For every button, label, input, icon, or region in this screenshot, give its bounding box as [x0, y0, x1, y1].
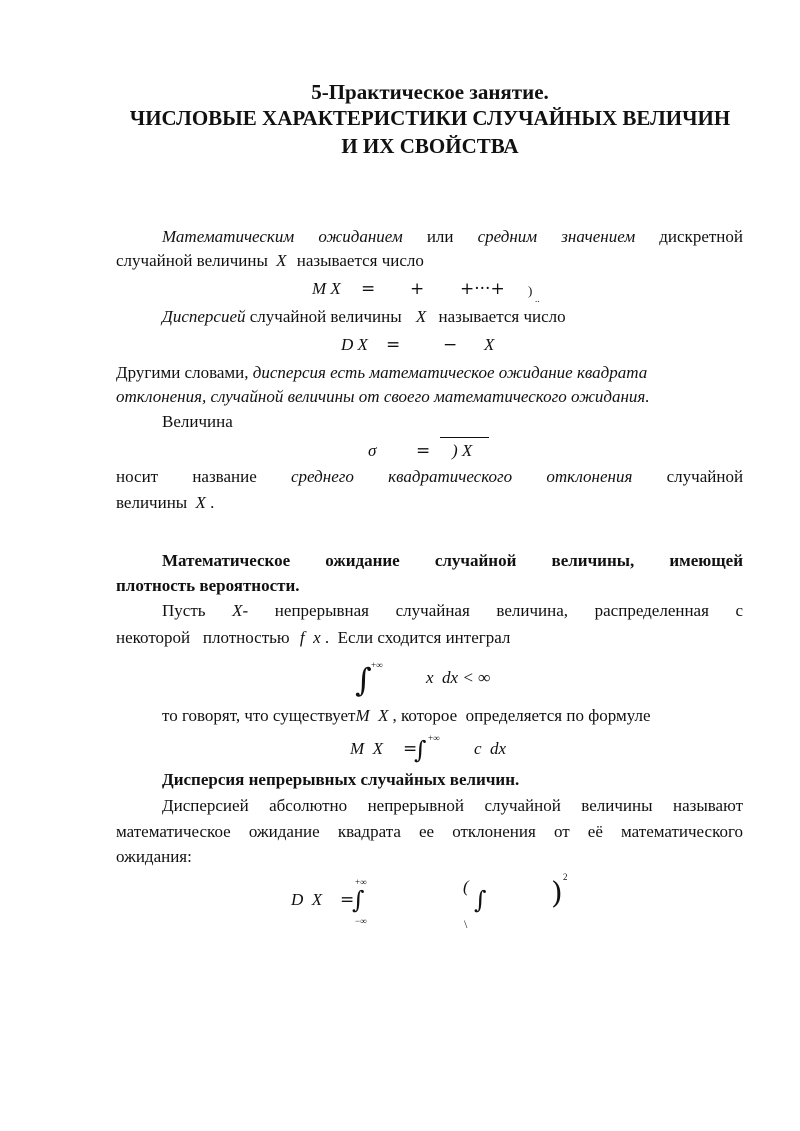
- std-line1: носит название среднего квадратического отклонения случайной: [116, 467, 744, 486]
- expectation-cont-sign: ∫: [414, 736, 427, 764]
- std-eq: =: [416, 441, 431, 461]
- continuous-dispersion-line1: Дисперсией абсолютно непрерывной случайной величины называют: [162, 796, 744, 815]
- dispersion-cont-sign: ∫: [352, 886, 365, 914]
- expectation-formula-plus1: +: [410, 279, 425, 299]
- page-title-line2: ЧИСЛОВЫЕ ХАРАКТЕРИСТИКИ СЛУЧАЙНЫХ ВЕЛИЧИН: [129, 106, 731, 130]
- dispersion-cont-lhs: D X: [291, 890, 323, 909]
- expectation-def-line1: Математическим ожиданием или средним значением дискретной: [162, 227, 743, 246]
- dispersion-cont-upper: +∞: [355, 877, 367, 887]
- continuous-dispersion-heading: Дисперсия непрерывных случайных величин.: [162, 770, 520, 789]
- continuous-dispersion-line2: математическое ожидание квадрата ее отклонения от её математического: [116, 822, 744, 841]
- sqrt-bar: [440, 437, 489, 438]
- expectation-def-line2: случайной величины X называется число: [116, 251, 424, 270]
- continuous-expectation-heading-line2: плотность вероятности.: [116, 576, 300, 595]
- dispersion-def-line: Дисперсией случайной величины X называется число: [162, 307, 566, 326]
- other-words-line1: Другими словами, дисперсия есть математическое ожидание квадрата: [116, 363, 648, 382]
- expectation-formula-lhs: M X: [312, 279, 341, 298]
- integral1-sign: ∫: [355, 661, 372, 699]
- continuous-expectation-heading-line1: Математическое ожидание случайной величины, имеющей: [162, 551, 743, 570]
- continuous-expectation-para-line1: Пусть X- непрерывная случайная величина, распределенная с: [162, 601, 744, 620]
- expectation-cont-upper: +∞: [428, 733, 440, 743]
- dispersion-cont-power: 2: [563, 872, 568, 882]
- std-lead: Величина: [162, 412, 233, 431]
- dispersion-formula-eq: =: [386, 335, 401, 355]
- other-words-line2: отклонения, случайной величины от своего математического ожидания.: [116, 387, 650, 406]
- std-rhs: ) X: [452, 441, 473, 460]
- continuous-expectation-para-line2: некоторой плотностью f x . Если сходится интеграл: [116, 628, 511, 647]
- expectation-cont-lhs: M X: [350, 739, 384, 758]
- page-title-line1: 5-Практическое занятие.: [311, 80, 549, 104]
- dispersion-cont-lower: −∞: [355, 916, 367, 926]
- dispersion-cont-rparen: ): [551, 876, 563, 911]
- page-title-line3: И ИХ СВОЙСТВА: [341, 134, 519, 158]
- dispersion-cont-inner-sign: ∫: [474, 886, 487, 914]
- integral1-upper: +∞: [371, 660, 383, 670]
- dispersion-formula-minus: −: [443, 335, 458, 355]
- dispersion-formula-lhs: D X: [341, 335, 368, 354]
- std-sigma: σ: [368, 441, 377, 460]
- expectation-formula-tiny: ..: [535, 294, 540, 304]
- dispersion-formula-var: X: [484, 335, 495, 354]
- expectation-cont-eq: =: [403, 739, 418, 759]
- dispersion-cont-lparen-top: (: [463, 877, 469, 896]
- std-line2: величины X .: [116, 493, 215, 512]
- continuous-dispersion-line3: ожидания:: [116, 847, 192, 866]
- dispersion-cont-lparen-bot: \: [464, 917, 468, 931]
- expectation-formula-tail: ): [528, 283, 533, 298]
- expectation-cont-body: c dx: [474, 739, 507, 758]
- expectation-formula-plus2: +···+: [460, 279, 505, 299]
- dispersion-cont-eq: =: [340, 890, 355, 910]
- then-exists-line: то говорят, что существуетM X , которое определяется по формуле: [162, 706, 651, 725]
- expectation-formula-eq: =: [361, 279, 376, 299]
- integral1-body: x dx < ∞: [426, 668, 491, 687]
